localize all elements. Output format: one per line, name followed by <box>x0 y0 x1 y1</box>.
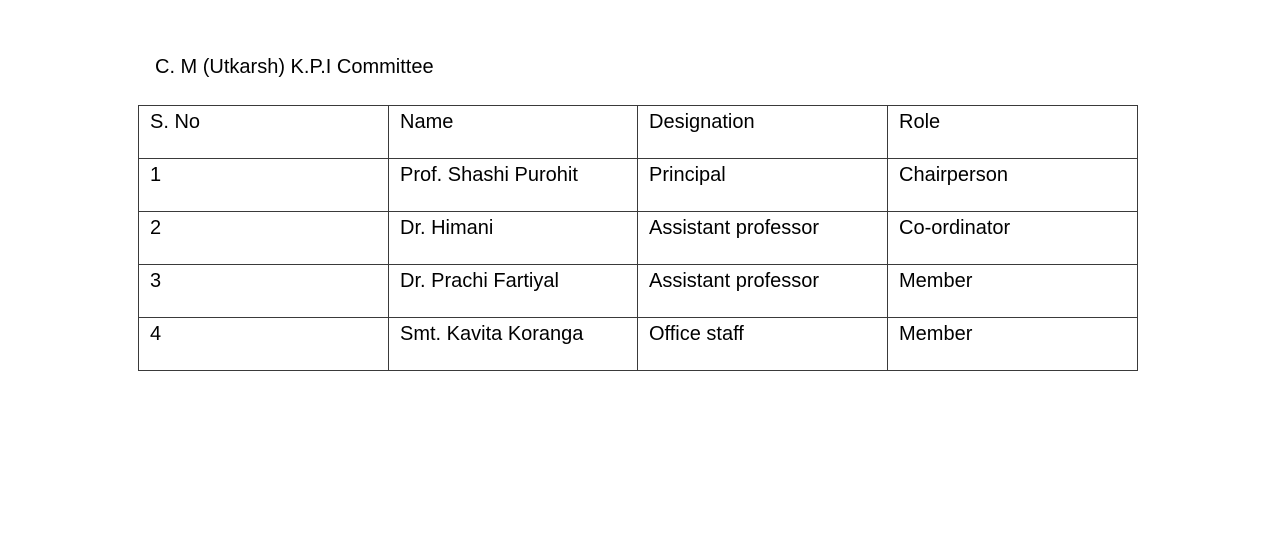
cell-designation: Office staff <box>638 318 888 371</box>
table-row <box>139 159 1138 212</box>
cell-name: Smt. Kavita Koranga <box>389 318 638 371</box>
cell-sno: 2 <box>139 212 389 265</box>
cell-role: Chairperson <box>888 159 1138 212</box>
header-sno: S. No <box>139 106 389 159</box>
header-designation: Designation <box>638 106 888 159</box>
cell-role: Member <box>888 318 1138 371</box>
table-header-row <box>139 106 1138 159</box>
cell-designation: Assistant professor <box>638 265 888 318</box>
cell-sno: 4 <box>139 318 389 371</box>
cell-sno: 3 <box>139 265 389 318</box>
table-row <box>139 212 1138 265</box>
cell-role: Member <box>888 265 1138 318</box>
committee-table <box>138 105 1138 371</box>
cell-name: Prof. Shashi Purohit <box>389 159 638 212</box>
cell-designation: Principal <box>638 159 888 212</box>
header-name: Name <box>389 106 638 159</box>
header-role: Role <box>888 106 1138 159</box>
table-row <box>139 265 1138 318</box>
cell-sno: 1 <box>139 159 389 212</box>
cell-role: Co-ordinator <box>888 212 1138 265</box>
cell-name: Dr. Prachi Fartiyal <box>389 265 638 318</box>
document-title: C. M (Utkarsh) K.P.I Committee <box>155 56 434 78</box>
cell-designation: Assistant professor <box>638 212 888 265</box>
cell-name: Dr. Himani <box>389 212 638 265</box>
table-row <box>139 318 1138 371</box>
